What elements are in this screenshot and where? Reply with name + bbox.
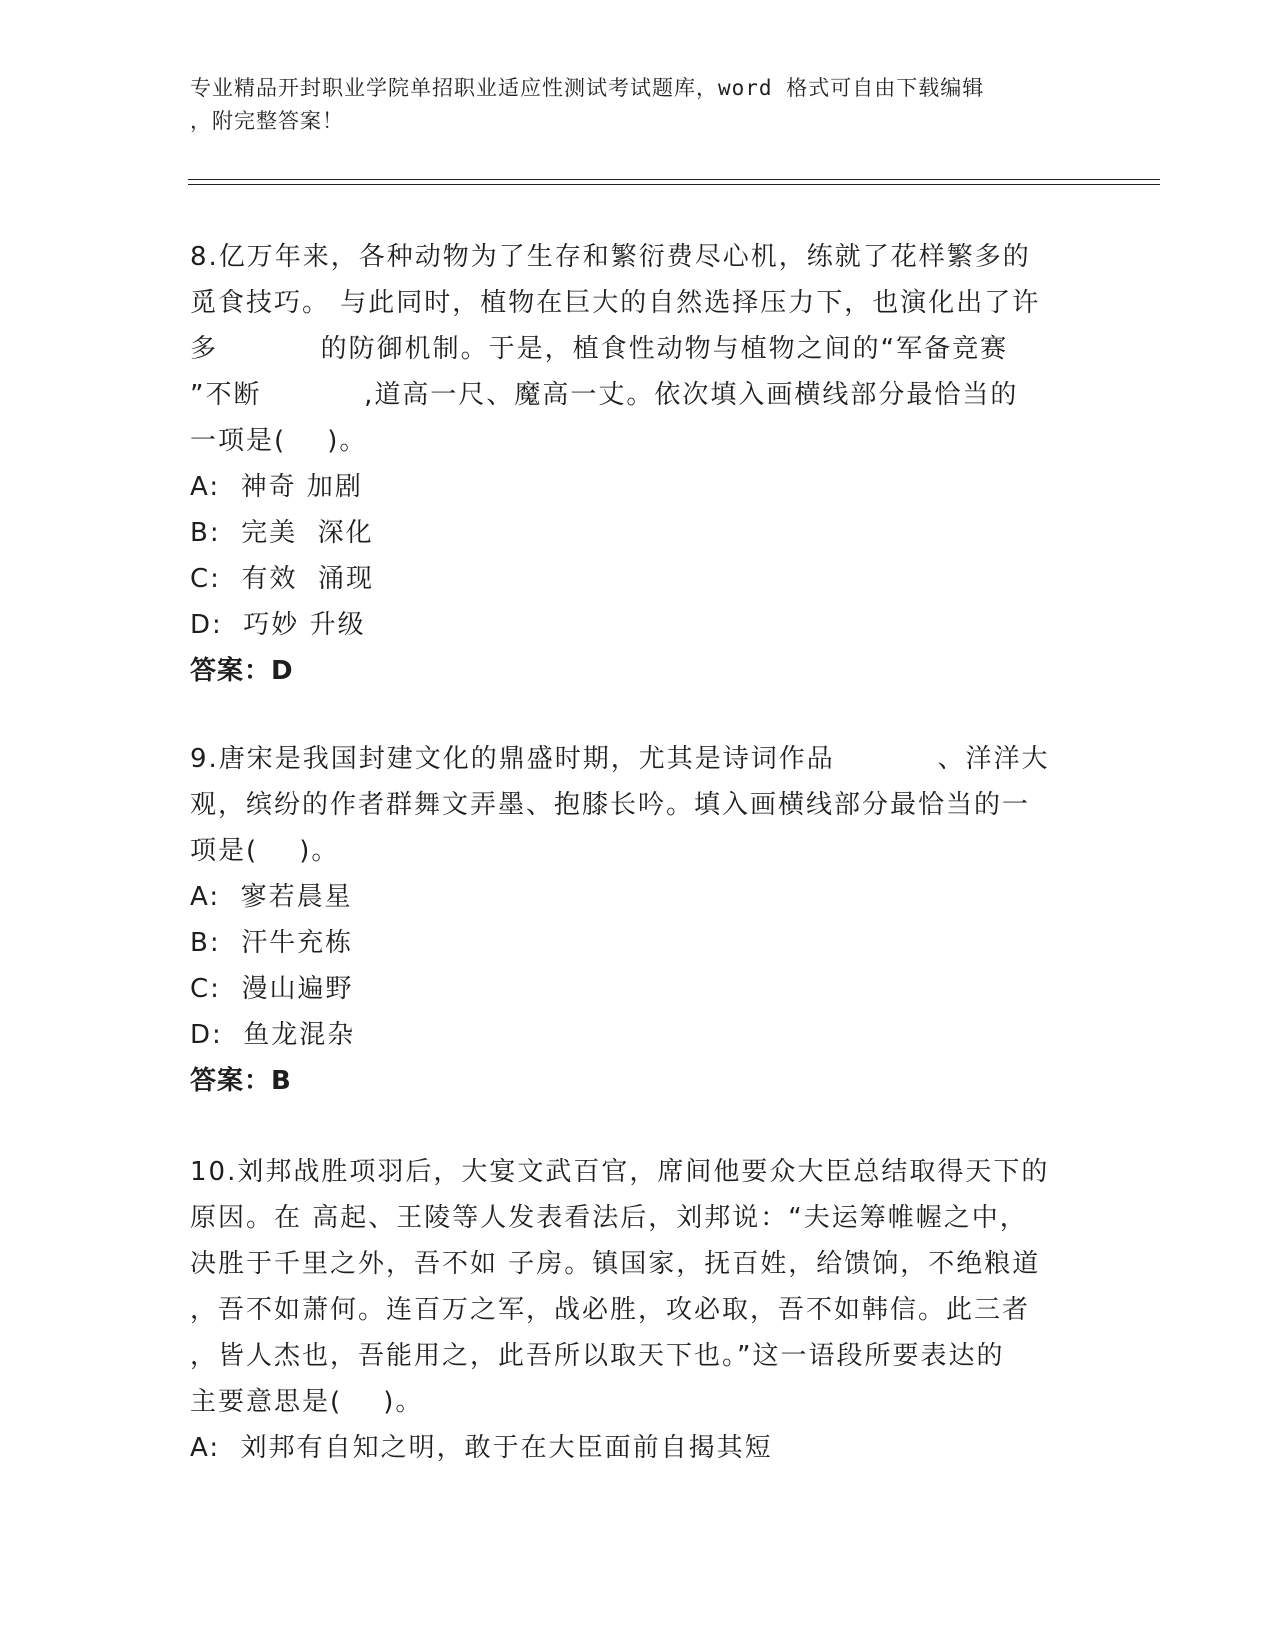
answer-label: 答案：D	[190, 656, 294, 686]
option-d: D: 鱼龙混杂	[190, 1020, 356, 1050]
question-text-line: ，吾不如萧何。连百万之军，战必胜，攻必取，吾不如韩信。此三者	[190, 1295, 1031, 1325]
question-9	[190, 736, 1090, 1104]
question-text-line: 9.唐宋是我国封建文化的鼎盛时期，尤其是诗词作品 、洋洋大	[190, 744, 1050, 774]
question-text-line: 10.刘邦战胜项羽后，大宴文武百官，席间他要众大臣总结取得天下的	[190, 1157, 1050, 1187]
question-text-line: ，皆人杰也，吾能用之，此吾所以取天下也。”这一语段所要表达的	[190, 1341, 1005, 1371]
question-text-line: 觅食技巧。 与此同时，植物在巨大的自然选择压力下，也演化出了许	[190, 288, 1041, 318]
header-divider-bottom	[188, 184, 1160, 185]
question-text-line: 项是( )。	[190, 836, 340, 866]
page-header	[190, 72, 1090, 138]
header-line-1: 专业精品开封职业学院单招职业适应性测试考试题库，word 格式可自由下载编辑	[190, 76, 985, 100]
question-text-line: 观，缤纷的作者群舞文弄墨、抱膝长吟。填入画横线部分最恰当的一	[190, 790, 1031, 820]
question-10	[190, 1149, 1090, 1471]
question-text-line: ”不断 ,道高一尺、魔高一丈。依次填入画横线部分最恰当的	[190, 380, 1019, 410]
question-text-line: 一项是( )。	[190, 426, 368, 456]
option-c: C: 有效 涌现	[190, 564, 374, 594]
question-text-line: 原因。在 高起、王陵等人发表看法后，刘邦说：“夫运筹帷幄之中，	[190, 1203, 1028, 1233]
option-a: A: 刘邦有自知之明，敢于在大臣面前自揭其短	[190, 1433, 773, 1463]
header-line-2: ，附完整答案！	[190, 109, 344, 133]
header-divider-top	[188, 179, 1160, 180]
question-text-line: 决胜于千里之外，吾不如 子房。镇国家，抚百姓，给馈饷，不绝粮道	[190, 1249, 1041, 1279]
option-d: D: 巧妙 升级	[190, 610, 366, 640]
option-b: B: 汗牛充栋	[190, 928, 354, 958]
option-b: B: 完美 深化	[190, 518, 374, 548]
question-8	[190, 234, 1090, 694]
option-c: C: 漫山遍野	[190, 974, 354, 1004]
answer-label: 答案：B	[190, 1066, 292, 1096]
option-a: A: 神奇 加剧	[190, 472, 363, 502]
question-text-line: 8.亿万年来，各种动物为了生存和繁衍费尽心机，练就了花样繁多的	[190, 242, 1031, 272]
question-text-line: 多 的防御机制。于是，植食性动物与植物之间的“军备竞赛	[190, 334, 1009, 364]
question-text-line: 主要意思是( )。	[190, 1387, 424, 1417]
option-a: A: 寥若晨星	[190, 882, 353, 912]
